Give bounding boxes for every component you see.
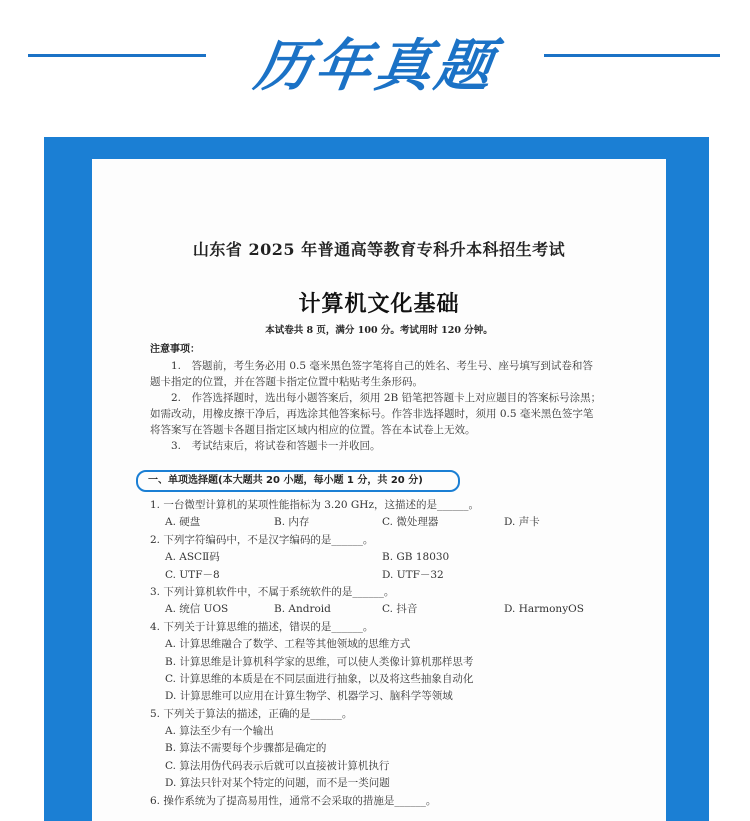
question-1-option-d: D. 声卡 [504,516,540,529]
question-3-option-b: B. Android [274,603,331,616]
question-4-stem: 4. 下列关于计算思维的描述，错误的是______。 [150,620,374,633]
note-3-line-1: 3. 考试结束后，将试卷和答题卡一并收回。 [171,440,381,452]
question-4-option-a: A. 计算思维融合了数学、工程等其他领域的思维方式 [165,638,411,651]
question-4-option-d: D. 计算思维可以应用在计算生物学、机器学习、脑科学等领域 [165,690,453,703]
question-1-options [150,514,650,531]
question-5-stem: 5. 下列关于算法的描述，正确的是______。 [150,707,353,720]
note-1-line-1: 1. 答题前，考生务必用 0.5 毫米黑色签字笔将自己的姓名、考生号、座号填写到试卷和答 [171,360,593,372]
exam-paper [92,159,666,821]
question-2-option-a: A. ASCⅡ码 [165,551,220,564]
banner-line-right [544,54,720,57]
question-2-options-row-2 [150,567,650,584]
question-3-options [150,601,650,618]
notes-heading: 注意事项： [150,344,200,355]
note-2-line-2: 如需改动，用橡皮擦干净后，再选涂其他答案标号。作答非选择题时，须用 0.5 毫米黑色签字笔 [150,408,594,420]
question-4-option-c: C. 计算思维的本质是在不同层面进行抽象，以及将这些抽象自动化 [165,672,474,685]
question-4-option-b: B. 计算思维是计算机科学家的思维，可以使人类像计算机那样思考 [165,655,474,668]
question-2-options-row-1 [150,549,650,566]
question-3-option-d: D. HarmonyOS [504,603,584,616]
note-1-line-2: 题卡指定的位置，并在答题卡指定位置中粘贴考生条形码。 [150,376,423,388]
note-2-line-3: 将答案写在答题卡各题目指定区域内相应的位置。答在本试卷上无效。 [150,424,476,436]
exam-subject: 计算机文化基础 [298,291,460,317]
question-1-option-c: C. 微处理器 [382,516,439,529]
page-cutoff-fade [92,811,666,821]
question-2-option-b: B. GB 18030 [382,551,450,564]
banner-title: 历年真题 [250,34,500,99]
question-5-option-a: A. 算法至少有一个输出 [165,725,274,738]
question-1-option-b: B. 内存 [274,516,310,529]
exam-title: 山东省 2025 年普通高等教育专科升本科招生考试 [192,240,566,259]
questions-list [150,497,650,810]
section-heading: 一、单项选择题(本大题共 20 小题，每小题 1 分，共 20 分) [136,470,460,492]
question-2-option-d: D. UTF－32 [382,568,444,581]
question-3-stem: 3. 下列计算机软件中，不属于系统软件的是______。 [150,585,395,598]
header-banner [0,0,750,135]
question-6-stem: 6. 操作系统为了提高易用性，通常不会采取的措施是______。 [150,794,437,807]
notes-block [150,342,620,454]
question-2-option-c: C. UTF－8 [165,568,220,581]
question-3-option-c: C. 抖音 [382,603,418,616]
question-2-stem: 2. 下列字符编码中，不是汉字编码的是______。 [150,533,374,546]
exam-info: 本试卷共 8 页，满分 100 分。考试用时 120 分钟。 [265,325,493,336]
note-2-line-1: 2. 作答选择题时，选出每小题答案后，须用 2B 铅笔把答题卡上对应题目的答案标号涂黑； [171,392,602,404]
question-5-option-c: C. 算法用伪代码表示后就可以直接被计算机执行 [165,759,390,772]
question-3-option-a: A. 统信 UOS [165,603,229,616]
question-1-option-a: A. 硬盘 [165,516,201,529]
question-5-option-b: B. 算法不需要每个步骤都是确定的 [165,742,327,755]
question-1-stem: 1. 一台微型计算机的某项性能指标为 3.20 GHz，这描述的是______。 [150,499,479,511]
banner-line-left [28,54,206,57]
question-5-option-d: D. 算法只针对某个特定的问题，而不是一类问题 [165,777,390,790]
